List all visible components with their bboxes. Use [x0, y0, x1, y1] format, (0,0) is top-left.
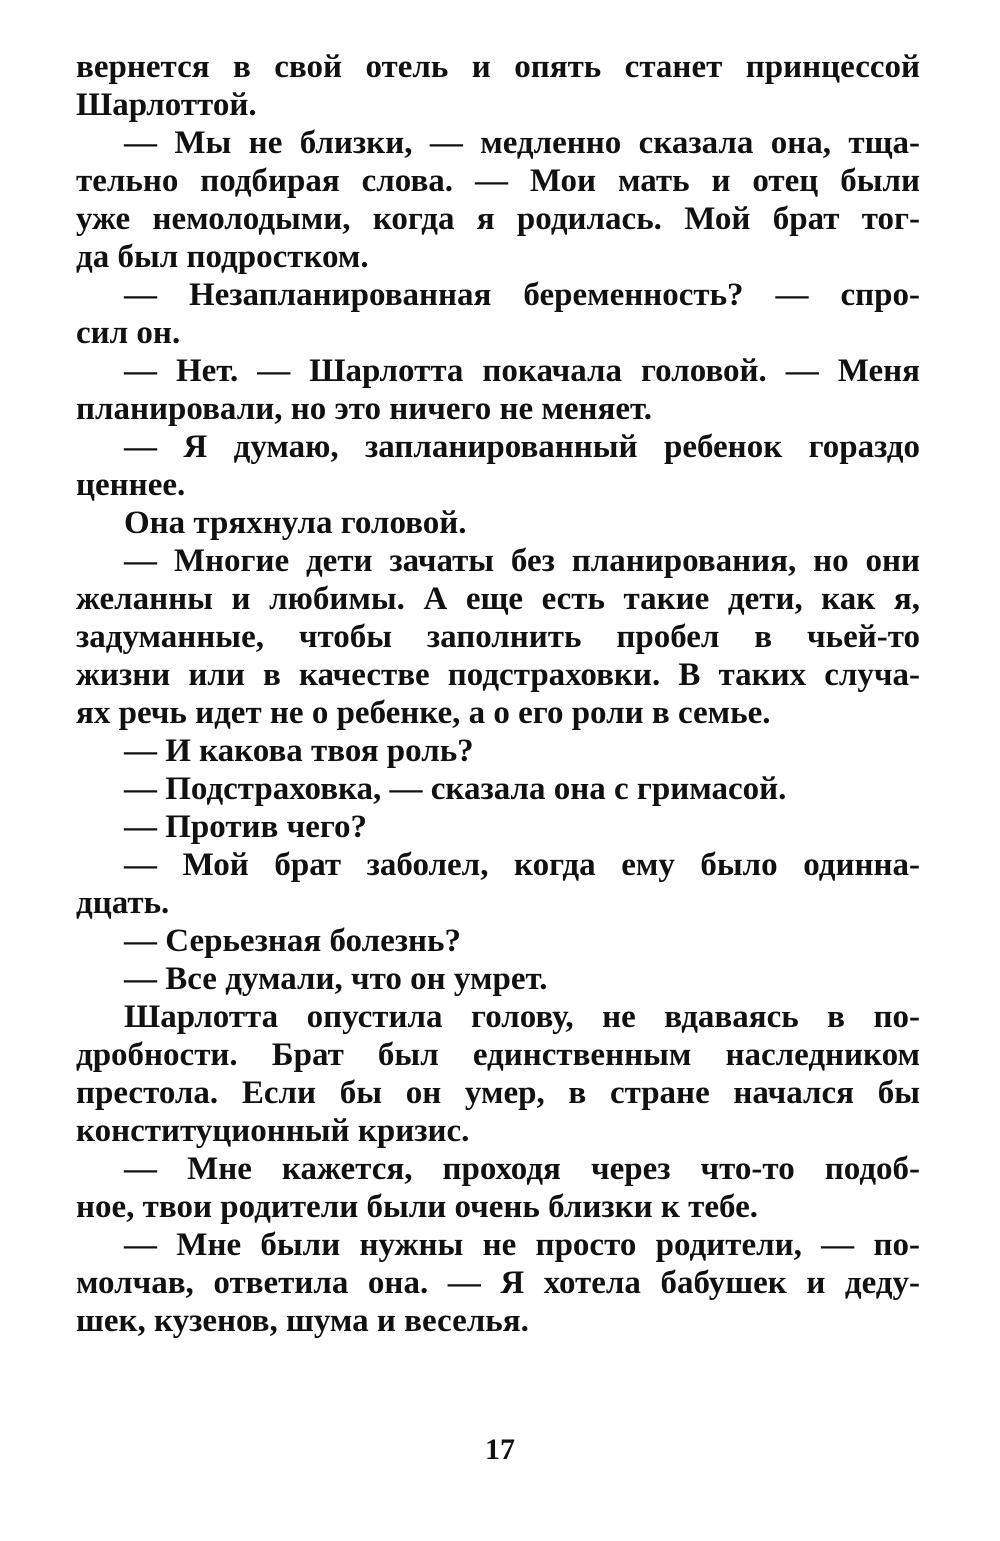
text-line: — Многие дети зачаты без планирования, но они — [124, 543, 920, 579]
page-number: 17 — [485, 1433, 515, 1466]
text-line: ное, твои родители были очень близки к тебе. — [76, 1189, 758, 1225]
text-line: — Мне были нужны не просто родители, — по- — [124, 1227, 920, 1263]
text-line: ях речь идет не о ребенке, а о его роли в семье. — [76, 695, 771, 731]
text-line: планировали, но это ничего не меняет. — [76, 391, 653, 427]
text-line: — И какова твоя роль? — [124, 733, 474, 769]
text-line: Шарлотта опустила голову, не вдаваясь в по- — [124, 999, 920, 1035]
text-line: жизни или в качестве подстраховки. В таких случа- — [76, 657, 920, 693]
text-line: — Я думаю, запланированный ребенок гораздо — [124, 429, 920, 465]
text-line: ценнее. — [76, 467, 186, 503]
text-line: — Мой брат заболел, когда ему было одинна- — [124, 847, 920, 883]
text-line: конституционный кризис. — [76, 1113, 470, 1149]
text-line: — Все думали, что он умрет. — [124, 961, 548, 997]
body-text — [76, 48, 920, 1340]
text-line: — Серьезная болезнь? — [124, 923, 461, 959]
text-line: дробности. Брат был единственным наследником — [76, 1037, 920, 1073]
text-line: желанны и любимы. А еще есть такие дети, как я, — [76, 581, 920, 617]
text-line: — Подстраховка, — сказала она с гримасой. — [124, 771, 787, 807]
text-line: тельно подбирая слова. — Мои мать и отец были — [76, 163, 920, 199]
text-line: уже немолодыми, когда я родилась. Мой брат тог- — [76, 201, 920, 237]
text-line: — Мне кажется, проходя через что-то подоб- — [124, 1151, 920, 1187]
text-line: сил он. — [76, 315, 181, 351]
text-line: Она тряхнула головой. — [124, 505, 467, 541]
text-line: молчав, ответила она. — Я хотела бабушек и деду- — [76, 1265, 920, 1301]
text-line: — Мы не близки, — медленно сказала она, тща- — [124, 125, 920, 161]
text-line: — Против чего? — [124, 809, 368, 845]
text-line: — Незапланированная беременность? — спро- — [124, 277, 920, 313]
text-line: вернется в свой отель и опять станет принцессой — [76, 49, 920, 85]
text-line: — Нет. — Шарлотта покачала головой. — Меня — [124, 353, 920, 389]
text-line: задуманные, чтобы заполнить пробел в чьей-то — [76, 619, 920, 655]
text-line: престола. Если бы он умер, в стране начался бы — [76, 1075, 920, 1111]
text-line: дцать. — [76, 885, 170, 921]
text-line: Шарлоттой. — [76, 87, 257, 123]
text-line: шек, кузенов, шума и веселья. — [76, 1303, 529, 1339]
text-line: да был подростком. — [76, 239, 369, 275]
